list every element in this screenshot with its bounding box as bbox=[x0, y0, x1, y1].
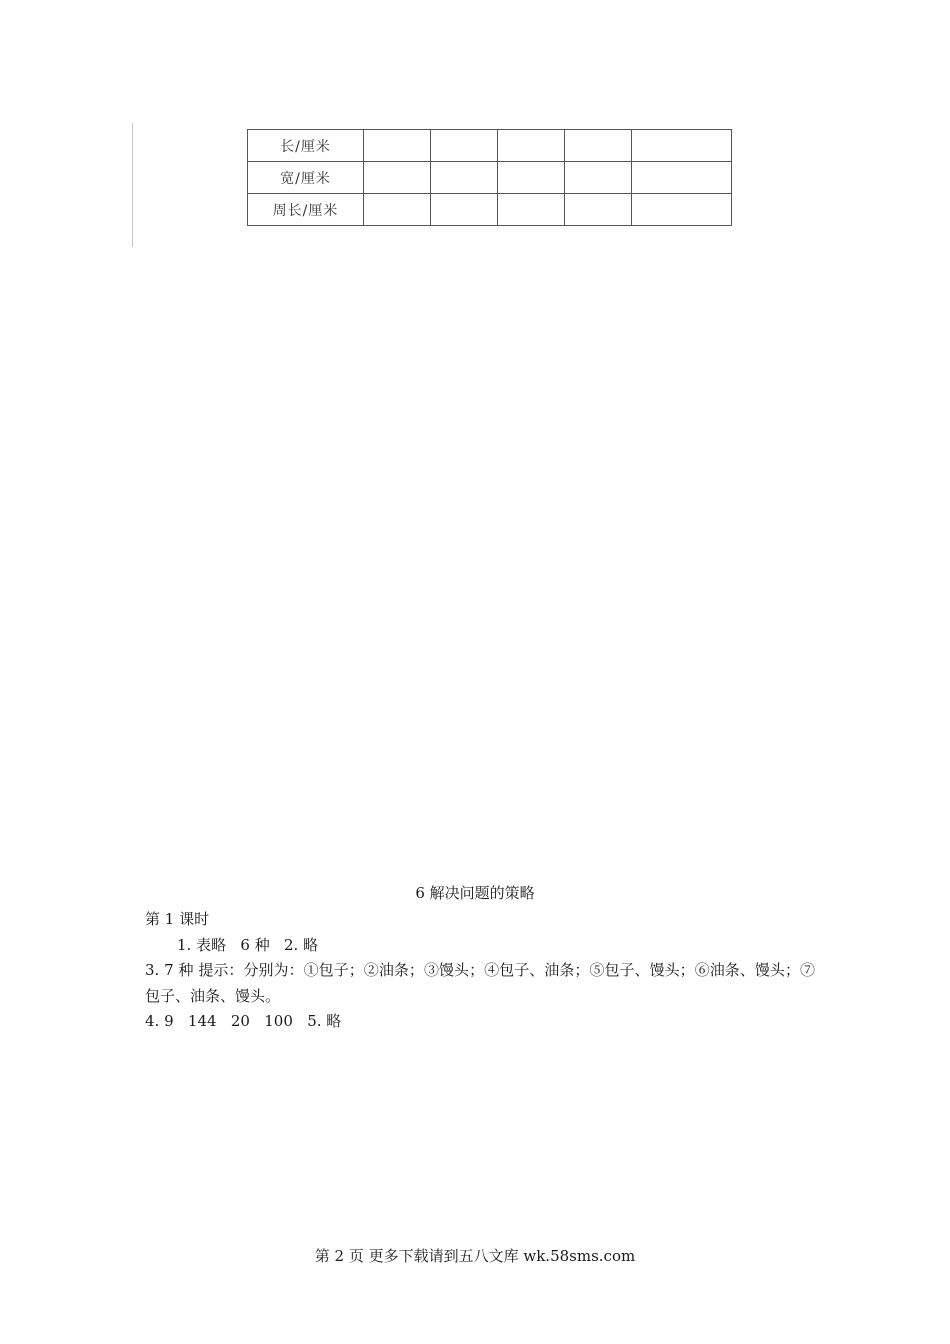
page-footer: 第 2 页 更多下载请到五八文库 wk.58sms.com bbox=[314, 1247, 636, 1265]
table-cell bbox=[498, 194, 565, 226]
section-title: 6 解决问题的策略 bbox=[415, 884, 535, 902]
table-cell bbox=[431, 130, 498, 162]
row-label-perimeter: 周长/厘米 bbox=[248, 194, 364, 226]
lesson-heading: 第 1 课时 bbox=[145, 910, 210, 928]
answer-line-1: 1. 表略 6 种 2. 略 bbox=[177, 935, 319, 954]
table-cell bbox=[498, 162, 565, 194]
table-cell bbox=[632, 130, 732, 162]
table-cell bbox=[632, 162, 732, 194]
measurement-table bbox=[247, 129, 732, 226]
table-cell bbox=[565, 130, 632, 162]
table-cell bbox=[431, 194, 498, 226]
answer-block bbox=[145, 907, 815, 1035]
margin-line bbox=[132, 123, 133, 247]
table-row bbox=[248, 194, 732, 226]
table-cell bbox=[632, 194, 732, 226]
row-label-length: 长/厘米 bbox=[248, 130, 364, 162]
table-row bbox=[248, 162, 732, 194]
table-cell bbox=[565, 194, 632, 226]
table-cell bbox=[364, 162, 431, 194]
row-label-width: 宽/厘米 bbox=[248, 162, 364, 194]
answer-line-3: 3. 7 种 提示：分别为：①包子；②油条；③馒头；④包子、油条；⑤包子、馒头；⑥油条、馒头；⑦包子、油条、馒头。 bbox=[145, 961, 815, 1005]
table-cell bbox=[565, 162, 632, 194]
table-cell bbox=[364, 130, 431, 162]
table-cell bbox=[498, 130, 565, 162]
answer-line-4: 4. 9 144 20 100 5. 略 bbox=[145, 1012, 342, 1030]
table-cell bbox=[431, 162, 498, 194]
table-cell bbox=[364, 194, 431, 226]
table-row bbox=[248, 130, 732, 162]
